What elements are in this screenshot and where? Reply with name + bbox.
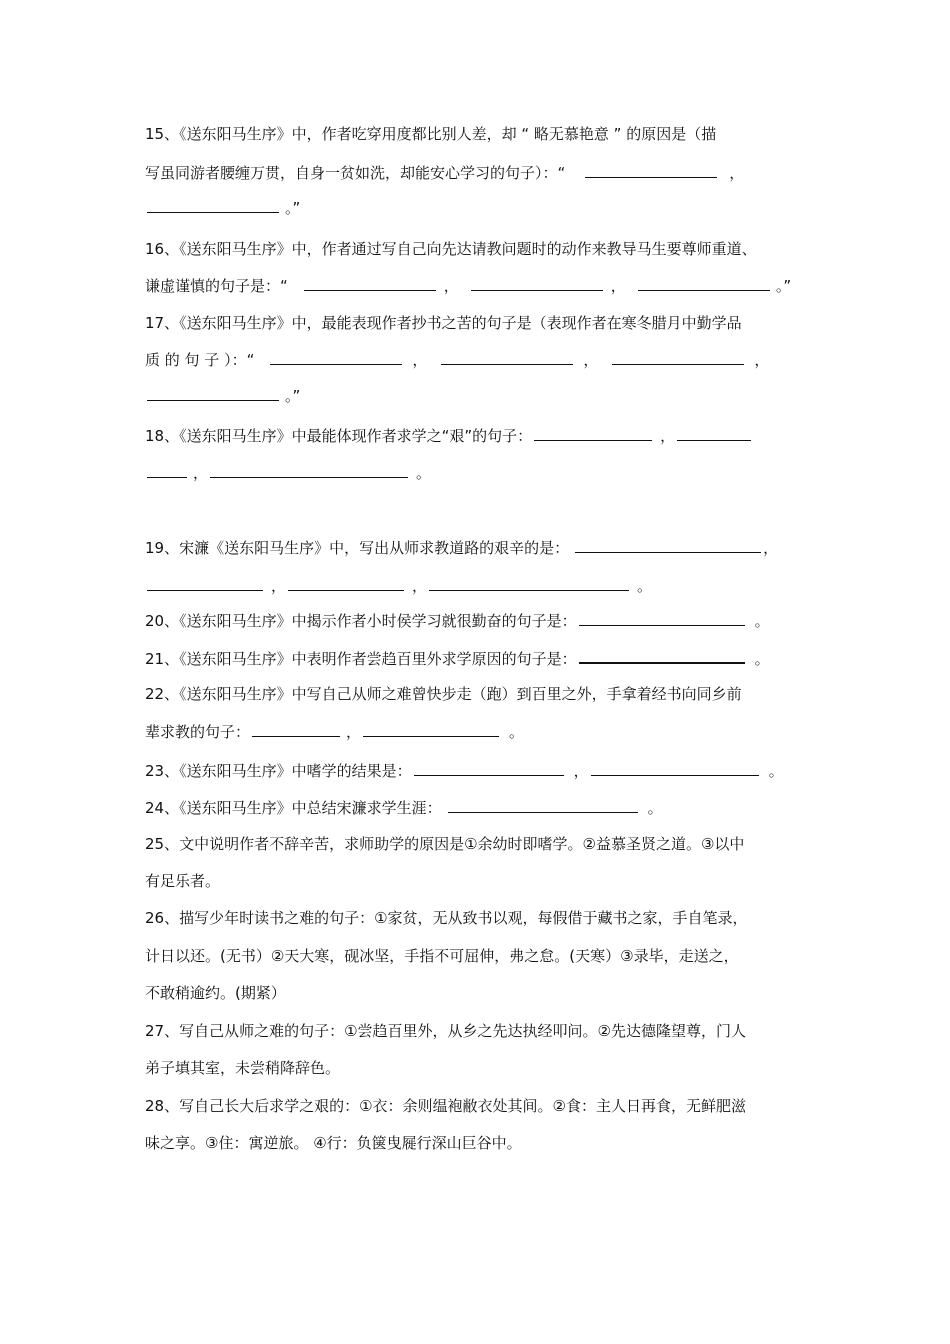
- q18-end: 。: [416, 464, 432, 482]
- q26-line-3: [145, 983, 810, 1003]
- q17-text-1: 17、《送东阳马生序》中，最能表现作者抄书之苦的句子是（表现作者在寒冬腊月中勤学品: [145, 314, 742, 332]
- q25-text-1: 25、文中说明作者不辞辛苦，求师助学的原因是①余幼时即嗜学。②益慕圣贤之道。③以中: [145, 835, 745, 853]
- q24-end: 。: [647, 799, 663, 817]
- q16-comma-1: ，: [443, 277, 459, 295]
- q18-blank-3[interactable]: [210, 462, 408, 478]
- q17-blank-3[interactable]: [612, 349, 744, 365]
- q18-blank-1[interactable]: [534, 425, 652, 441]
- q16-blank-3[interactable]: [638, 275, 770, 291]
- q18-comma-1: ，: [660, 427, 676, 445]
- q15-blank-1[interactable]: [585, 162, 717, 178]
- q17-comma-1: ，: [412, 351, 428, 369]
- q17-comma-3: ，: [754, 351, 770, 369]
- q16-line-2: [145, 275, 810, 296]
- q17-blank-1[interactable]: [270, 349, 402, 365]
- q23-text: 23、《送东阳马生序》中嗜学的结果是：: [145, 762, 412, 780]
- q19-line-2: [145, 575, 810, 596]
- q23-blank-1[interactable]: [414, 760, 564, 776]
- q18-line-2: [145, 462, 810, 483]
- q19-end: 。: [637, 577, 653, 595]
- q18-text-1: 18、《送东阳马生序》中最能体现作者求学之“艰”的句子：: [145, 427, 533, 445]
- q28-text-1: 28、写自己长大后求学之艰的：①衣：余则缊袍敝衣处其间。②食：主人日再食，无鲜肥滋: [145, 1097, 746, 1115]
- q25-line-1: [145, 834, 810, 854]
- q15-blank-2[interactable]: [147, 197, 279, 213]
- q24-line: [145, 797, 810, 818]
- q19-blank-1[interactable]: [575, 537, 761, 553]
- q17-line-2: [145, 349, 810, 370]
- q21-blank[interactable]: [579, 647, 745, 664]
- q16-end: 。”: [775, 277, 792, 295]
- q16-blank-1[interactable]: [304, 275, 436, 291]
- q26-line-1: [145, 908, 810, 928]
- q16-comma-2: ，: [610, 277, 626, 295]
- q22-line-1: [145, 684, 810, 704]
- q19-comma-1: ，: [763, 539, 779, 557]
- q28-text-2: 味之享。③住：寓逆旅。 ④行：负箧曳屣行深山巨谷中。: [145, 1134, 522, 1152]
- q15-line-3: [145, 197, 810, 218]
- q19-comma-2: ，: [271, 577, 287, 595]
- q22-line-2: [145, 721, 810, 742]
- q17-line-1: [145, 313, 810, 333]
- q15-comma: ，: [729, 164, 745, 182]
- q27-text-2: 弟子填其室，未尝稍降辞色。: [145, 1059, 341, 1077]
- q25-line-2: [145, 871, 810, 891]
- q17-blank-4[interactable]: [147, 385, 279, 401]
- q20-line: [145, 610, 810, 631]
- q25-text-2: 有足乐者。: [145, 872, 221, 890]
- q17-text-2: 质 的 句 子 ）：“: [145, 351, 255, 369]
- q17-end: 。”: [285, 387, 301, 405]
- q16-text-2: 谦虚谨慎的句子是：“: [145, 277, 288, 295]
- q19-text-1: 19、宋濂《送东阳马生序》中，写出从师求教道路的艰辛的是：: [145, 539, 570, 557]
- q28-line-1: [145, 1096, 810, 1116]
- q22-end: 。: [509, 723, 525, 741]
- q22-text-1: 22、《送东阳马生序》中写自己从师之难曾快步走（跑）到百里之外，手拿着经书向同乡前: [145, 685, 742, 703]
- q22-text-2: 辈求教的句子：: [145, 723, 251, 741]
- q15-text-2: 写虽同游者腰缠万贯，自身一贫如洗，却能安心学习的句子）：“: [145, 164, 566, 182]
- q28-line-2: [145, 1133, 810, 1153]
- q22-blank-1[interactable]: [252, 721, 340, 737]
- q22-blank-2[interactable]: [363, 721, 499, 737]
- q21-end: 。: [754, 650, 770, 668]
- q24-blank[interactable]: [448, 797, 638, 813]
- q21-text: 21、《送东阳马生序》中表明作者尝趋百里外求学原因的句子是：: [145, 650, 577, 668]
- q16-line-1: [145, 239, 810, 259]
- q23-blank-2[interactable]: [591, 760, 759, 776]
- q26-text-3: 不敢稍逾约。(期紧）: [145, 984, 286, 1002]
- q20-text: 20、《送东阳马生序》中揭示作者小时侯学习就很勤奋的句子是：: [145, 612, 577, 630]
- q19-blank-4[interactable]: [429, 575, 629, 591]
- q20-end: 。: [754, 612, 770, 630]
- q26-line-2: [145, 946, 810, 966]
- q15-line-1: [145, 124, 810, 144]
- q17-line-3: [145, 385, 810, 406]
- q18-line-1: [145, 425, 810, 446]
- q24-text: 24、《送东阳马生序》中总结宋濂求学生涯：: [145, 799, 442, 817]
- q27-line-1: [145, 1021, 810, 1041]
- q17-blank-2[interactable]: [441, 349, 573, 365]
- q26-text-1: 26、描写少年时读书之难的句子：①家贫，无从致书以观，每假借于藏书之家，手自笔录，: [145, 909, 748, 927]
- q26-text-2: 计日以还。(无书）②天大寒，砚冰坚，手指不可屈伸，弗之怠。(天寒）③录毕，走送之，: [145, 947, 739, 965]
- q23-end: 。: [768, 762, 784, 780]
- q19-comma-3: ，: [412, 577, 428, 595]
- q16-text-1: 16、《送东阳马生序》中，作者通过写自己向先达请教问题时的动作来教导马生要尊师重道、: [145, 240, 757, 258]
- q17-comma-2: ，: [583, 351, 599, 369]
- q18-blank-2a[interactable]: [677, 425, 751, 441]
- q18-comma-2: ，: [193, 464, 209, 482]
- q19-blank-2[interactable]: [147, 575, 263, 591]
- q19-line-1: [145, 537, 810, 558]
- q15-text-1: 15、《送东阳马生序》中，作者吃穿用度都比别人差，却 “ 略无慕艳意 ” 的原因是（描: [145, 125, 717, 143]
- q27-line-2: [145, 1058, 810, 1078]
- q20-blank[interactable]: [579, 610, 745, 626]
- q21-line: [145, 647, 810, 669]
- q19-blank-3[interactable]: [288, 575, 404, 591]
- q22-comma: ，: [346, 723, 362, 741]
- q15-end: 。”: [285, 199, 301, 217]
- q23-comma: ，: [573, 762, 589, 780]
- q27-text-1: 27、写自己从师之难的句子：①尝趋百里外，从乡之先达执经叩问。②先达德隆望尊，门人: [145, 1022, 746, 1040]
- q18-blank-2b[interactable]: [147, 462, 187, 478]
- q16-blank-2[interactable]: [471, 275, 603, 291]
- q15-line-2: [145, 162, 810, 183]
- q23-line: [145, 760, 810, 781]
